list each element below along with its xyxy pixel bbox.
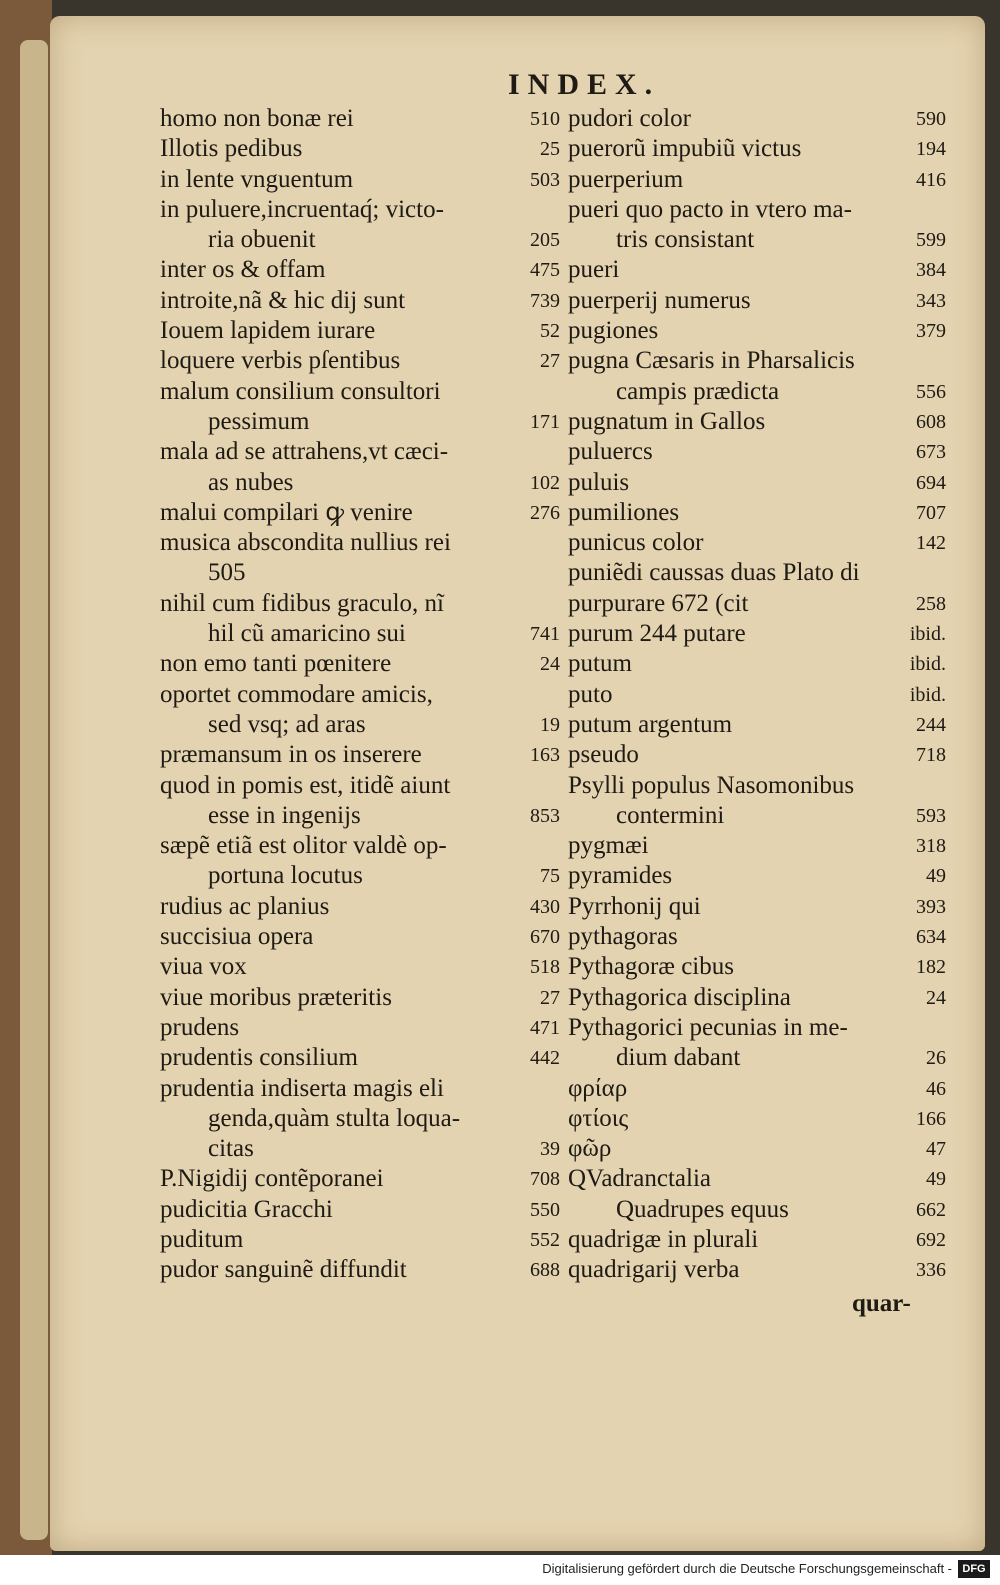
index-entry-page-number: 550 <box>530 1198 560 1221</box>
index-entry-text: introite,nã & hic dij sunt <box>160 286 406 314</box>
index-entry-text: dium dabant <box>616 1044 741 1072</box>
index-entry-page-number: 52 <box>540 320 560 343</box>
index-entry-page-number: 673 <box>916 441 946 464</box>
index-entry-page-number: 518 <box>530 956 560 979</box>
index-entry-page-number: 46 <box>926 1077 946 1100</box>
index-entry <box>160 498 560 528</box>
index-entry-page-number: 552 <box>530 1228 560 1251</box>
index-entry-text: mala ad se attrahens,vt cæci- <box>160 438 449 466</box>
index-entry <box>160 983 560 1013</box>
dfg-logo: DFG <box>958 1560 990 1578</box>
index-entry-text: homo non bonæ rei <box>160 105 354 132</box>
index-entry-text: putum <box>568 650 632 678</box>
index-entry-page-number: ibid. <box>909 683 946 706</box>
index-entry <box>160 649 560 679</box>
digitization-footer <box>0 1555 1000 1585</box>
index-column-right <box>568 104 946 1286</box>
index-entry-text: contermini <box>616 801 725 829</box>
index-entry-text: citas <box>208 1135 254 1163</box>
index-entry-text: pugiones <box>568 317 659 345</box>
index-entry <box>160 468 560 498</box>
index-entry-text: viua vox <box>160 953 247 981</box>
index-entry-text: tris consistant <box>616 226 755 254</box>
index-entry-text: pueri quo pacto in vtero ma- <box>568 195 852 223</box>
index-entry-text: pugnatum in Gallos <box>568 407 766 435</box>
running-head: INDEX. <box>508 68 661 101</box>
index-entry-text: quadrigæ in plurali <box>568 1225 759 1253</box>
index-entry-page-number: 244 <box>916 713 946 736</box>
index-entry-text: esse in ingenijs <box>208 801 361 829</box>
index-entry-page-number: 24 <box>926 986 946 1009</box>
index-entry-page-number: 182 <box>916 956 946 979</box>
index-entry <box>160 165 560 195</box>
index-entry-text: Pythagoræ cibus <box>568 953 734 981</box>
index-entry-text: prudentia indiserta magis eli <box>160 1074 444 1102</box>
index-entry-page-number: 556 <box>916 380 946 403</box>
index-entry <box>160 1134 560 1164</box>
index-entry-text: pugna Cæsaris in Pharsalicis <box>568 347 855 375</box>
index-entry-text: putum argentum <box>568 710 733 738</box>
index-entry <box>160 1195 560 1225</box>
index-entry-text: quod in pomis est, itidẽ aiunt <box>160 771 451 799</box>
index-entry-page-number: 384 <box>916 259 946 282</box>
index-entry-text: purpurare 672 (cit <box>568 589 749 617</box>
index-entry-page-number: 608 <box>916 410 946 433</box>
index-entry-page-number: 442 <box>530 1047 560 1070</box>
index-entry <box>568 165 946 195</box>
index-entry <box>568 195 946 225</box>
index-entry-text: pueri <box>568 256 620 284</box>
index-entry-text: ria obuenit <box>208 226 316 254</box>
index-entry <box>568 346 946 376</box>
index-entry-text: pudor sanguinẽ diffundit <box>160 1256 407 1284</box>
previous-page-edge <box>20 40 48 1540</box>
index-entry-text: succisiua opera <box>160 923 314 951</box>
index-entry <box>160 346 560 376</box>
index-entry <box>568 952 946 982</box>
index-entry-page-number: 708 <box>530 1168 560 1191</box>
index-entry-text: puerperium <box>568 165 684 193</box>
index-entry <box>568 801 946 831</box>
index-entry-page-number: 670 <box>530 926 560 949</box>
index-entry-page-number: 503 <box>530 168 560 191</box>
index-entry <box>568 377 946 407</box>
index-entry <box>568 831 946 861</box>
index-entry <box>160 377 560 407</box>
index-entry-page-number: 707 <box>916 501 946 524</box>
index-entry-text: in lente vnguentum <box>160 165 354 193</box>
index-entry-page-number: 688 <box>530 1259 560 1282</box>
index-entry-text: pyramides <box>568 862 673 890</box>
index-entry <box>160 892 560 922</box>
index-entry <box>568 771 946 801</box>
index-entry <box>568 1195 946 1225</box>
index-entry <box>568 619 946 649</box>
index-entry-text: puerperij numerus <box>568 286 751 314</box>
index-entry-page-number: 163 <box>530 744 560 767</box>
index-entry <box>568 983 946 1013</box>
index-entry <box>160 1013 560 1043</box>
index-entry-text: puluis <box>568 468 630 496</box>
index-entry <box>160 861 560 891</box>
index-entry-page-number: 475 <box>530 259 560 282</box>
index-entry-text: inter os & offam <box>160 256 326 284</box>
index-entry <box>568 922 946 952</box>
index-entry <box>568 104 946 134</box>
index-entry <box>160 225 560 255</box>
index-entry-page-number: 258 <box>916 592 946 615</box>
index-entry-text: sed vsq; ad aras <box>208 710 366 738</box>
index-entry-page-number: 49 <box>926 865 946 888</box>
index-entry-page-number: 49 <box>926 1168 946 1191</box>
index-entry-page-number: 75 <box>540 865 560 888</box>
index-entry-page-number: 27 <box>540 350 560 373</box>
index-entry <box>160 1225 560 1255</box>
index-entry-page-number: 24 <box>540 653 560 676</box>
index-entry-text: pygmæi <box>568 832 649 860</box>
index-entry <box>160 437 560 467</box>
index-entry <box>568 407 946 437</box>
index-entry-text: Pythagorica disciplina <box>568 983 791 1011</box>
index-entry-text: portuna locutus <box>208 862 363 890</box>
index-entry-text: φρίαρ <box>568 1074 628 1102</box>
index-entry-text: puto <box>568 680 613 708</box>
index-entry-page-number: 194 <box>916 138 946 161</box>
index-entry-text: nihil cum fidibus graculo, nĩ <box>160 589 444 617</box>
index-entry-text: viue moribus præteritis <box>160 983 392 1011</box>
index-entry-text: pudicitia Gracchi <box>160 1195 333 1223</box>
index-entry-text: non emo tanti pœnitere <box>160 650 392 678</box>
index-entry <box>568 861 946 891</box>
index-entry-text: pumiliones <box>568 498 680 526</box>
index-entry-page-number: 471 <box>530 1016 560 1039</box>
index-entry-text: loquere verbis pſentibus <box>160 347 401 375</box>
index-entry <box>568 892 946 922</box>
index-entry-page-number: 19 <box>540 713 560 736</box>
index-entry-text: pseudo <box>568 741 639 769</box>
index-entry <box>160 558 560 588</box>
index-entry <box>160 952 560 982</box>
index-entry <box>568 680 946 710</box>
index-entry-text: musica abscondita nullius rei <box>160 529 451 557</box>
index-entry-page-number: 662 <box>916 1198 946 1221</box>
index-entry <box>568 1104 946 1134</box>
index-entry-page-number: 27 <box>540 986 560 1009</box>
index-entry <box>160 104 560 134</box>
index-entry-text: malui compilari ꝙ venire <box>160 498 413 526</box>
index-entry-text: præmansum in os inserere <box>160 741 422 769</box>
index-entry <box>568 1164 946 1194</box>
index-entry-page-number: 102 <box>530 471 560 494</box>
index-entry <box>568 498 946 528</box>
index-entry <box>568 1225 946 1255</box>
index-entry-text: rudius ac planius <box>160 892 330 920</box>
index-entry-text: quadrigarij verba <box>568 1256 740 1284</box>
index-entry-text: prudentis consilium <box>160 1044 358 1072</box>
index-entry <box>160 1164 560 1194</box>
index-entry-page-number: 318 <box>916 835 946 858</box>
index-entry-text: Pyrrhonij qui <box>568 892 701 920</box>
index-entry <box>160 771 560 801</box>
index-entry-text: in puluere,incruentaq́; victo- <box>160 195 444 223</box>
index-entry-text: φῶρ <box>568 1135 612 1163</box>
index-entry <box>160 255 560 285</box>
index-entry-page-number: 336 <box>916 1259 946 1282</box>
index-entry-text: pythagoras <box>568 923 678 951</box>
index-entry-text: punicus color <box>568 529 704 557</box>
index-entry <box>160 801 560 831</box>
index-entry <box>160 1043 560 1073</box>
index-entry <box>568 528 946 558</box>
index-entry <box>160 619 560 649</box>
index-entry-page-number: 39 <box>540 1138 560 1161</box>
index-entry <box>160 680 560 710</box>
index-entry-page-number: 25 <box>540 138 560 161</box>
index-entry-text: genda,quàm stulta loqua- <box>208 1104 461 1132</box>
index-entry <box>568 589 946 619</box>
index-entry-text: QVadranctalia <box>568 1165 711 1193</box>
index-column-left <box>160 104 560 1286</box>
index-entry-text: malum consilium consultori <box>160 377 441 405</box>
index-entry-page-number: 718 <box>916 744 946 767</box>
index-entry-page-number: 343 <box>916 289 946 312</box>
index-entry <box>160 316 560 346</box>
index-entry-page-number: 741 <box>530 623 560 646</box>
index-entry <box>160 740 560 770</box>
index-entry-text: puerorũ impubiũ victus <box>568 135 802 163</box>
index-entry-page-number: ibid. <box>909 653 946 676</box>
index-entry <box>160 589 560 619</box>
index-entry <box>568 1043 946 1073</box>
index-entry <box>568 316 946 346</box>
index-entry <box>160 831 560 861</box>
index-entry-page-number: 692 <box>916 1228 946 1251</box>
index-entry <box>160 528 560 558</box>
index-entry <box>568 468 946 498</box>
index-entry-page-number: ibid. <box>909 623 946 646</box>
index-entry-page-number: 510 <box>530 108 560 130</box>
index-entry-text: Pythagorici pecunias in me- <box>568 1013 848 1041</box>
index-entry-text: hil cũ amaricino sui <box>208 620 406 648</box>
index-entry <box>568 710 946 740</box>
index-entry-page-number: 47 <box>926 1138 946 1161</box>
index-entry-text: puniẽdi caussas duas Plato di <box>568 559 860 587</box>
index-entry-text: Iouem lapidem iurare <box>160 317 376 345</box>
index-entry <box>160 922 560 952</box>
index-entry <box>160 286 560 316</box>
index-entry-text: pudori color <box>568 105 691 132</box>
index-entry-text: P.Nigidij contẽporanei <box>160 1165 384 1193</box>
book-binding-edge <box>0 0 52 1555</box>
index-entry <box>568 1074 946 1104</box>
index-entry-text: pessimum <box>208 407 310 435</box>
index-entry <box>160 195 560 225</box>
index-entry-page-number: 739 <box>530 289 560 312</box>
index-entry-page-number: 593 <box>916 804 946 827</box>
index-entry-page-number: 276 <box>530 501 560 524</box>
index-entry <box>160 1255 560 1285</box>
index-entry-text: prudens <box>160 1013 240 1041</box>
index-entry <box>160 1104 560 1134</box>
index-entry <box>160 1074 560 1104</box>
index-entry <box>160 134 560 164</box>
index-entry-text: Psylli populus Nasomonibus <box>568 771 855 799</box>
index-entry <box>568 1134 946 1164</box>
index-entry <box>160 710 560 740</box>
index-entry-page-number: 634 <box>916 926 946 949</box>
index-entry <box>568 649 946 679</box>
index-entry <box>568 558 946 588</box>
index-entry-page-number: 694 <box>916 471 946 494</box>
index-entry-page-number: 393 <box>916 895 946 918</box>
index-entry-page-number: 430 <box>530 895 560 918</box>
footer-credit-text: Digitalisierung gefördert durch die Deutsche Forschungsgemeinschaft - <box>542 1561 952 1576</box>
index-entry-page-number: 416 <box>916 168 946 191</box>
index-entry-text: sæpẽ etiã est olitor valdè op- <box>160 832 447 860</box>
index-entry-text: campis prædicta <box>616 377 780 405</box>
catchword: quar- <box>852 1290 911 1317</box>
index-entry-page-number: 379 <box>916 320 946 343</box>
index-entry-text: oportet commodare amicis, <box>160 680 433 708</box>
index-entry-text: 505 <box>208 559 246 587</box>
index-entry-page-number: 853 <box>530 804 560 827</box>
index-entry-page-number: 590 <box>916 108 946 130</box>
index-entry-text: puditum <box>160 1225 244 1253</box>
index-entry-page-number: 205 <box>530 229 560 252</box>
index-entry <box>568 1255 946 1285</box>
index-entry <box>568 1013 946 1043</box>
index-entry <box>568 225 946 255</box>
index-entry-text: puluercs <box>568 438 653 466</box>
index-entry-page-number: 171 <box>530 410 560 433</box>
index-entry-text: Illotis pedibus <box>160 135 303 163</box>
index-entry-page-number: 142 <box>916 532 946 555</box>
index-entry-text: as nubes <box>208 468 294 496</box>
index-entry-page-number: 26 <box>926 1047 946 1070</box>
index-entry <box>568 134 946 164</box>
index-entry-text: φτίοις <box>568 1104 629 1132</box>
index-entry-page-number: 166 <box>916 1107 946 1130</box>
index-entry-text: Quadrupes equus <box>616 1195 789 1223</box>
index-entry <box>568 255 946 285</box>
index-entry-text: purum 244 putare <box>568 620 746 648</box>
index-entry <box>568 740 946 770</box>
index-entry-page-number: 599 <box>916 229 946 252</box>
index-entry <box>568 437 946 467</box>
index-entry <box>568 286 946 316</box>
index-entry <box>160 407 560 437</box>
